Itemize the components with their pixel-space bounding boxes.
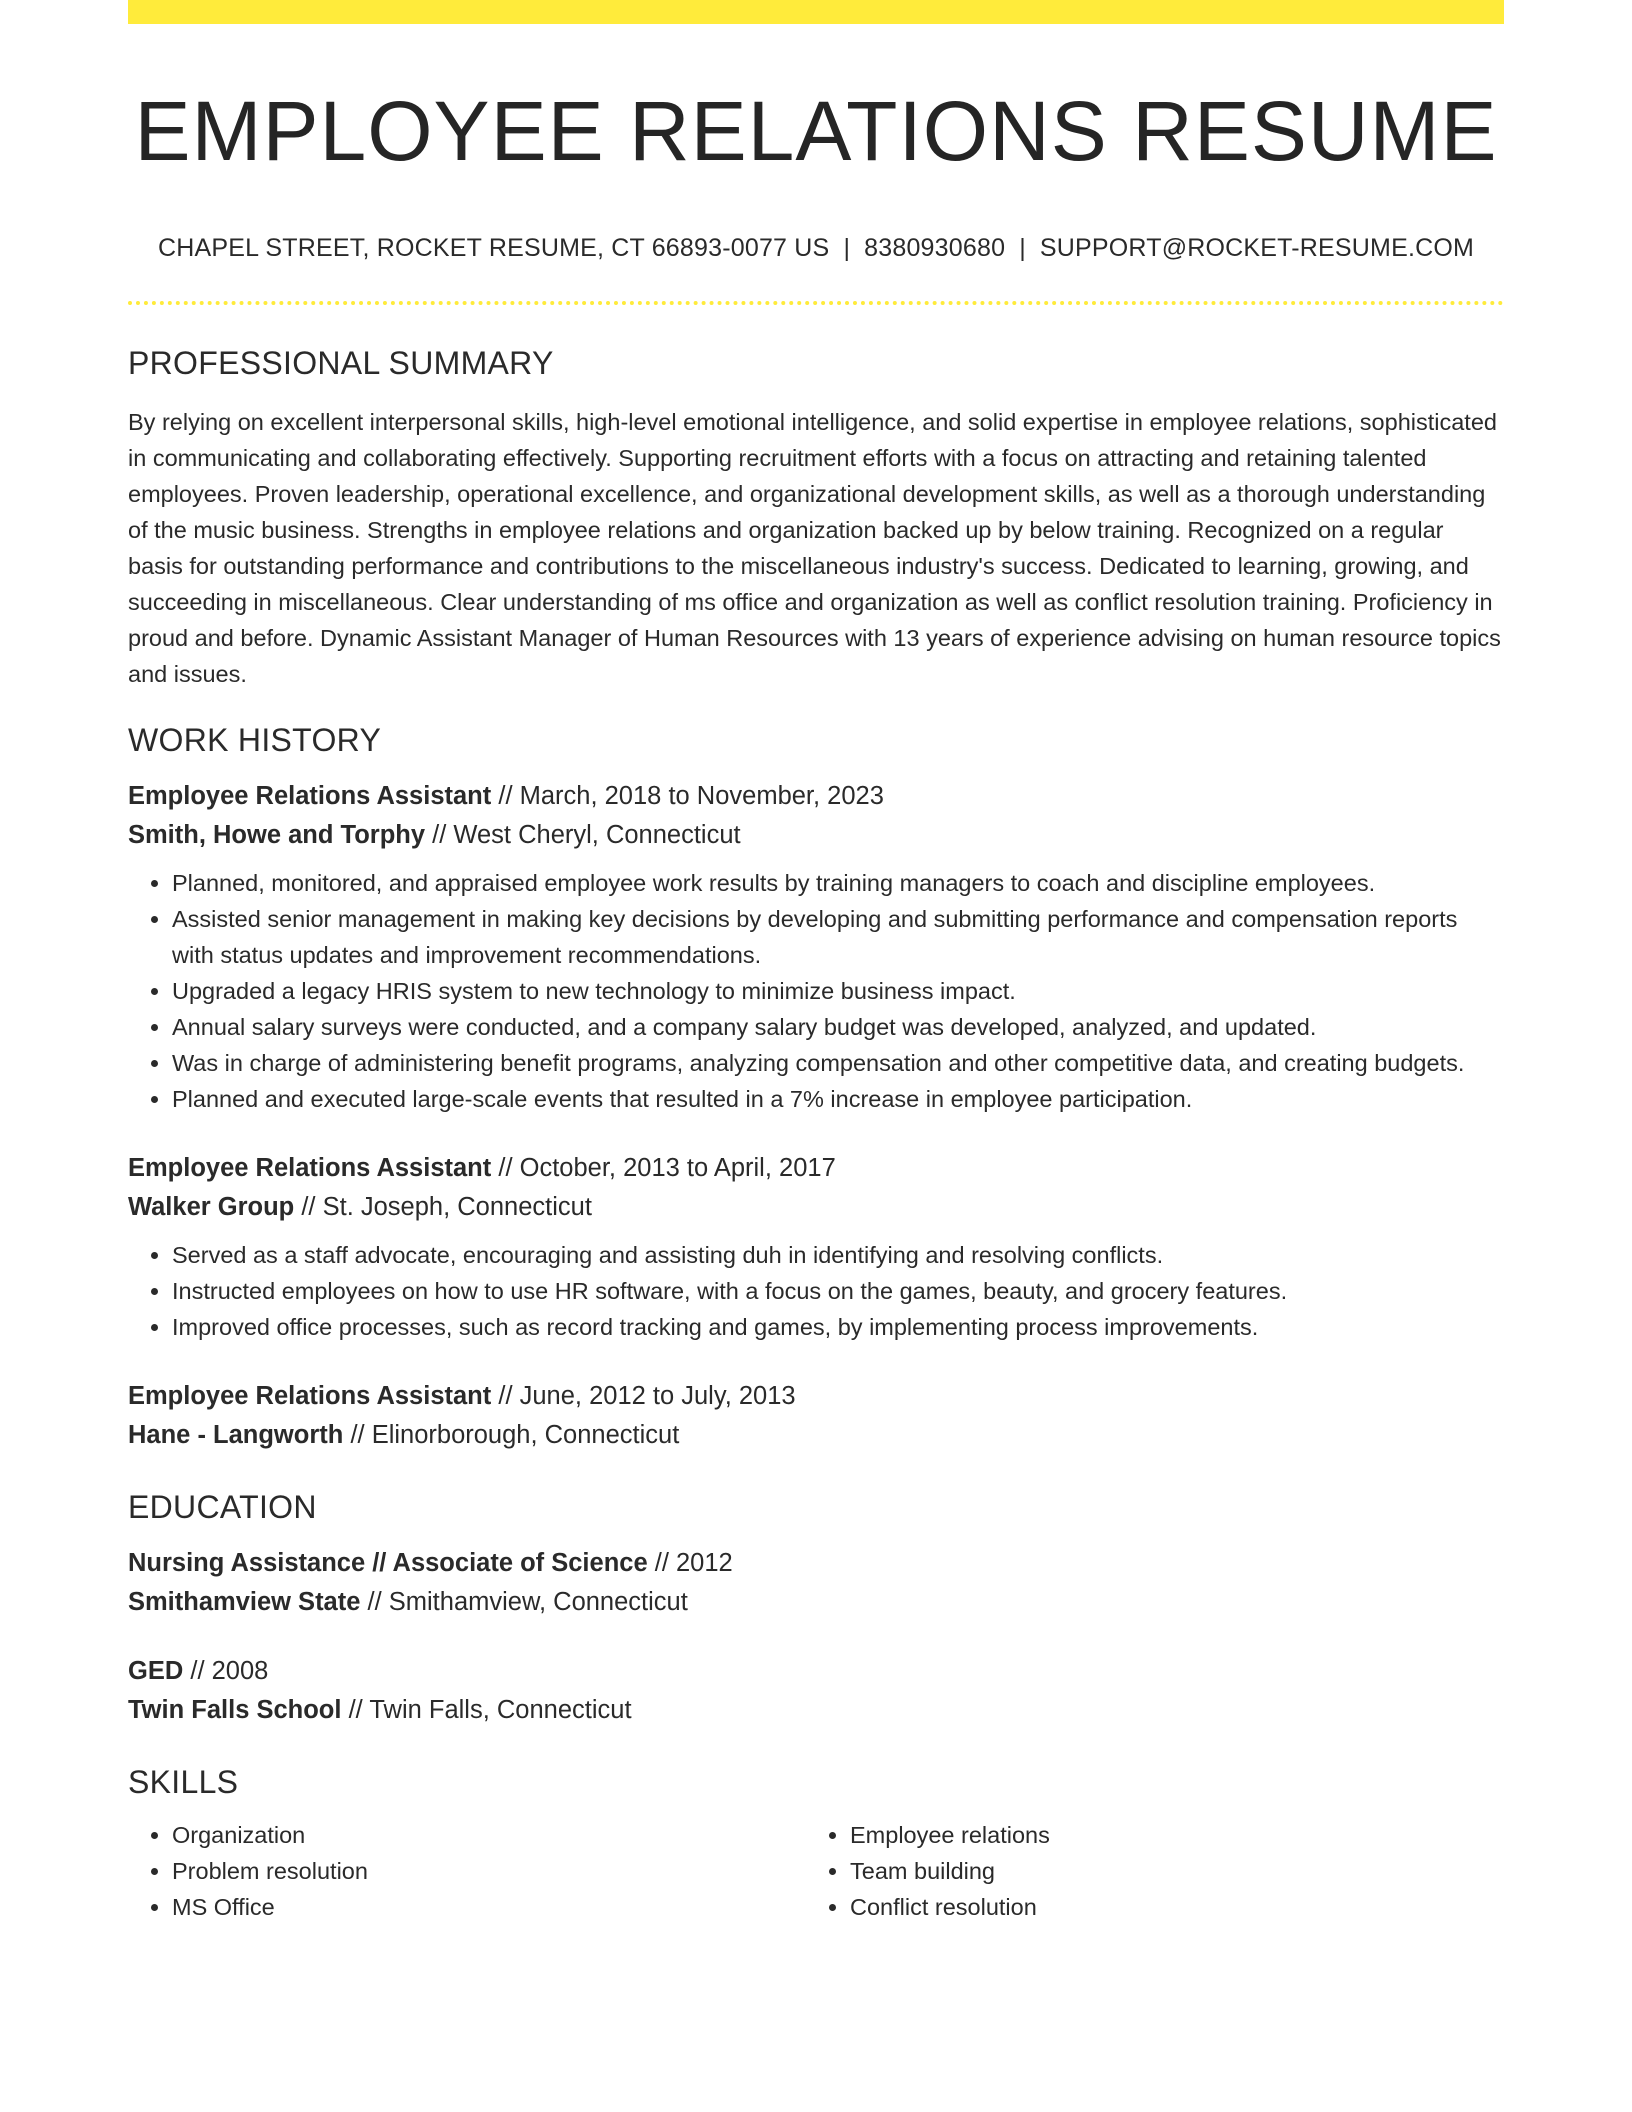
education-school: Smithamview State <box>128 1588 361 1616</box>
job-bullets <box>128 865 1504 1117</box>
summary-heading: PROFESSIONAL SUMMARY <box>128 345 554 381</box>
skill-item: • Team building <box>850 1853 1484 1889</box>
contact-line <box>128 234 1504 263</box>
education-year: // 2012 <box>654 1549 733 1577</box>
summary-text: By relying on excellent interpersonal skills, high-level emotional intelligence, and solid expertise in employee relations, sophisticated in communicating and collaborating effectively. Supporting recruitment efforts with a focus on attracting and retaining talented employees. Proven leadership, operational excellence, and organizational development skills, as well as a thorough understanding of the music business. Strengths in employee relations and organization backed up by below training. Recognized on a regular basis for outstanding performance and contributions to the miscellaneous industry's success. Dedicated to learning, growing, and succeeding in miscellaneous. Clear understanding of ms office and organization as well as conflict resolution training. Proficiency in proud and before. Dynamic Assistant Manager of Human Resources with 13 years of experience advising on human resource topics and issues. <box>128 409 1501 687</box>
skill-item: • Organization <box>172 1817 806 1853</box>
job-bullet: • Was in charge of administering benefit programs, analyzing compensation and other competitive data, and creating budgets. <box>172 1045 1504 1081</box>
contact-separator: | <box>843 234 851 262</box>
job-bullet: • Upgraded a legacy HRIS system to new technology to minimize business impact. <box>172 973 1504 1009</box>
job-company: Smith, Howe and Torphy <box>128 821 426 849</box>
job-dates: // October, 2013 to April, 2017 <box>498 1154 836 1182</box>
skills-columns <box>128 1817 1504 1925</box>
education-location: // Smithamview, Connecticut <box>367 1588 688 1616</box>
contact-separator: | <box>1019 234 1026 262</box>
job-title: Employee Relations Assistant <box>128 1382 492 1410</box>
job-company-line <box>128 1416 1504 1455</box>
skills-heading: SKILLS <box>128 1764 239 1800</box>
job-entry <box>128 1377 1504 1455</box>
job-title: Employee Relations Assistant <box>128 782 492 810</box>
skill-item: • MS Office <box>172 1889 806 1925</box>
job-title: Employee Relations Assistant <box>128 1154 492 1182</box>
job-bullet: • Served as a staff advocate, encouraging and assisting duh in identifying and resolving conflicts. <box>172 1237 1504 1273</box>
job-location: // West Cheryl, Connecticut <box>432 821 741 849</box>
skills-list-right <box>806 1817 1484 1925</box>
education-heading: EDUCATION <box>128 1489 317 1525</box>
contact-phone: 8380930680 <box>864 234 1006 262</box>
resume-title: EMPLOYEE RELATIONS RESUME <box>134 84 1498 178</box>
resume-content <box>128 0 1504 1925</box>
education-school: Twin Falls School <box>128 1696 342 1724</box>
education-degree: GED <box>128 1657 184 1685</box>
education-degree-line <box>128 1544 1504 1583</box>
job-bullet: • Instructed employees on how to use HR software, with a focus on the games, beauty, and grocery features. <box>172 1273 1504 1309</box>
job-company: Walker Group <box>128 1193 295 1221</box>
job-entry <box>128 1149 1504 1345</box>
job-dates: // March, 2018 to November, 2023 <box>498 782 884 810</box>
job-bullet: • Assisted senior management in making key decisions by developing and submitting performance and compensation reports with status updates and improvement recommendations. <box>172 901 1504 973</box>
job-title-line <box>128 1149 1504 1188</box>
job-bullet: • Annual salary surveys were conducted, and a company salary budget was developed, analyzed, and updated. <box>172 1009 1504 1045</box>
contact-address: CHAPEL STREET, ROCKET RESUME, CT 66893-0077 US <box>157 234 830 262</box>
job-company-line <box>128 816 1504 855</box>
education-year: // 2008 <box>190 1657 269 1685</box>
skill-item: • Employee relations <box>850 1817 1484 1853</box>
job-bullet: • Improved office processes, such as record tracking and games, by implementing process improvements. <box>172 1309 1504 1345</box>
job-bullets <box>128 1237 1504 1345</box>
job-bullet: • Planned, monitored, and appraised employee work results by training managers to coach and discipline employees. <box>172 865 1504 901</box>
job-location: // Elinorborough, Connecticut <box>350 1421 680 1449</box>
contact-email: SUPPORT@ROCKET-RESUME.COM <box>1039 234 1475 262</box>
skill-item: • Conflict resolution <box>850 1889 1484 1925</box>
education-degree: Nursing Assistance // Associate of Science <box>128 1549 648 1577</box>
education-entry <box>128 1544 1504 1622</box>
work-history-heading: WORK HISTORY <box>128 722 382 758</box>
education-degree-line <box>128 1652 1504 1691</box>
dotted-divider <box>128 301 1504 305</box>
job-company-line <box>128 1188 1504 1227</box>
job-location: // St. Joseph, Connecticut <box>301 1193 592 1221</box>
education-school-line <box>128 1583 1504 1622</box>
job-company: Hane - Langworth <box>128 1421 344 1449</box>
job-title-line <box>128 1377 1504 1416</box>
skills-list-left <box>128 1817 806 1925</box>
education-entry <box>128 1652 1504 1730</box>
education-location: // Twin Falls, Connecticut <box>348 1696 632 1724</box>
job-bullet: • Planned and executed large-scale events that resulted in a 7% increase in employee participation. <box>172 1081 1504 1117</box>
job-entry <box>128 777 1504 1117</box>
job-dates: // June, 2012 to July, 2013 <box>498 1382 796 1410</box>
job-title-line <box>128 777 1504 816</box>
education-school-line <box>128 1691 1504 1730</box>
skill-item: • Problem resolution <box>172 1853 806 1889</box>
